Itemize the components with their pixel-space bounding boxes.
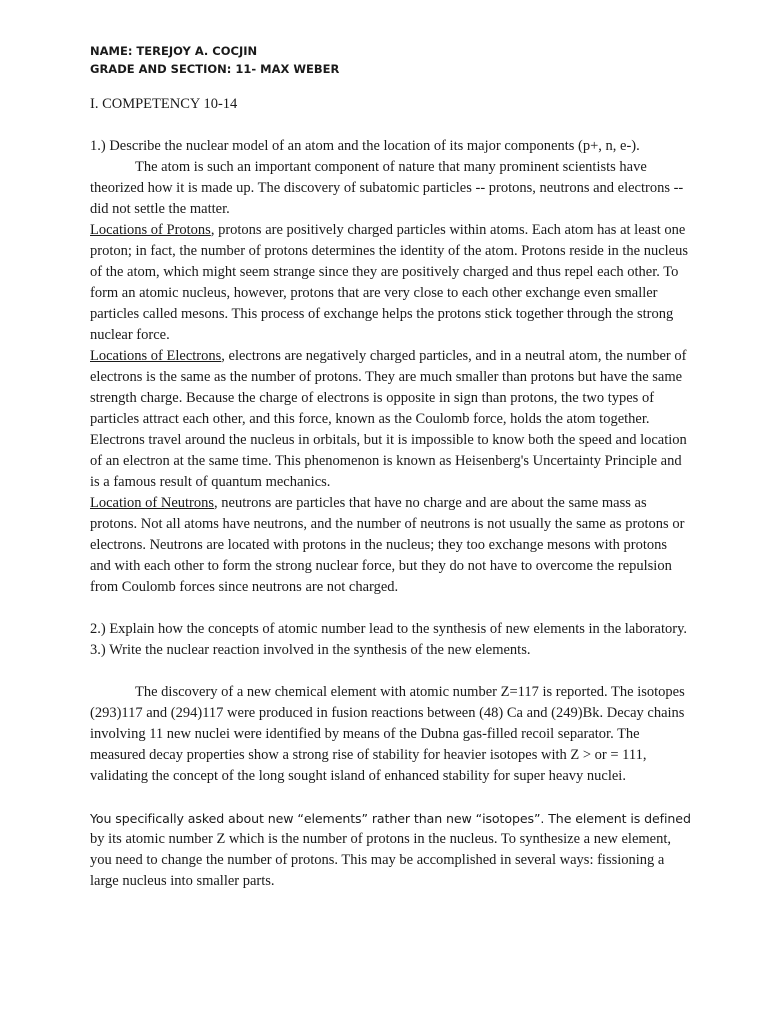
- protons-paragraph: [90, 220, 690, 346]
- protons-text: , protons are positively charged particles within atoms. Each atom has at least one proton; in fact, the number of protons determines the identity of the atom. Protons reside in the nucleus of the atom, which might seem strange since they are positively charged and thus repel each other. To form an atomic nucleus, however, protons that are very close to each other exchange even smaller particles called mesons. This process of exchange helps the protons stick together through the strong nuclear force.: [90, 222, 688, 343]
- electrons-text: , electrons are negatively charged particles, and in a neutral atom, the number of electrons is the same as the number of protons. They are much smaller than protons but have the same strength charge. Because the charge of electrons is opposite in sign than protons, the two types of particles attract each other, and this force, known as the Coulomb force, holds the atom together. Electrons travel around the nucleus in orbitals, but it is impossible to know both the speed and location of an electron at the same time. This phenomenon is known as Heisenberg's Uncertainty Principle and is a famous result of quantum mechanics.: [90, 348, 687, 490]
- question-1: 1.) Describe the nuclear model of an atom and the location of its major components (p+, n, e-).: [90, 138, 640, 154]
- q1-intro-paragraph: The atom is such an important component of nature that many prominent scientists have theorized how it is made up. The discovery of subatomic particles -- protons, neutrons and electrons -- did not settle the matter.: [90, 159, 684, 217]
- answer-paragraph-2-rest: by its atomic number Z which is the number of protons in the nucleus. To synthesize a new element, you need to change the number of protons. This may be accomplished in several ways: fissioning a large nucleus into smaller parts.: [90, 831, 672, 889]
- answer-paragraph-1: The discovery of a new chemical element with atomic number Z=117 is reported. The isotopes (293)117 and (294)117 were produced in fusion reactions between (48) Ca and (249)Bk. Decay chains involving 11 new nuclei were identified by means of the Dubna gas-filled recoil separator. The measured decay properties show a strong rise of stability for heavier isotopes with Z > or = 111, validating the concept of the long sought island of enhanced stability for super heavy nuclei.: [90, 684, 685, 784]
- answer-paragraph-2-first-line: You specifically asked about new “elements” rather than new “isotopes”. The element is defined: [90, 811, 691, 826]
- competency-heading: I. COMPETENCY 10-14: [90, 96, 238, 112]
- neutrons-text: , neutrons are particles that have no charge and are about the same mass as protons. Not all atoms have neutrons, and the number of neutrons is not usually the same as protons or electrons. Neutrons are located with protons in the nucleus; they too exchange mesons with protons and with each other to form the strong nuclear force, but they do not have to overcome the repulsion from Coulomb forces since neutrons are not charged.: [90, 495, 685, 595]
- question-2: 2.) Explain how the concepts of atomic number lead to the synthesis of new elements in the laboratory.: [90, 621, 688, 637]
- grade-section: GRADE AND SECTION: 11- MAX WEBER: [90, 62, 340, 76]
- question-3: 3.) Write the nuclear reaction involved in the synthesis of the new elements.: [90, 642, 531, 658]
- neutrons-heading: Location of Neutrons: [90, 495, 215, 511]
- neutrons-paragraph: [90, 493, 690, 598]
- student-name: NAME: TEREJOY A. COCJIN: [90, 44, 258, 58]
- electrons-paragraph: [90, 346, 690, 493]
- protons-heading: Locations of Protons: [90, 222, 211, 238]
- answer-paragraph-2: [90, 808, 690, 892]
- electrons-heading: Locations of Electrons: [90, 348, 222, 364]
- document-page: [90, 42, 690, 892]
